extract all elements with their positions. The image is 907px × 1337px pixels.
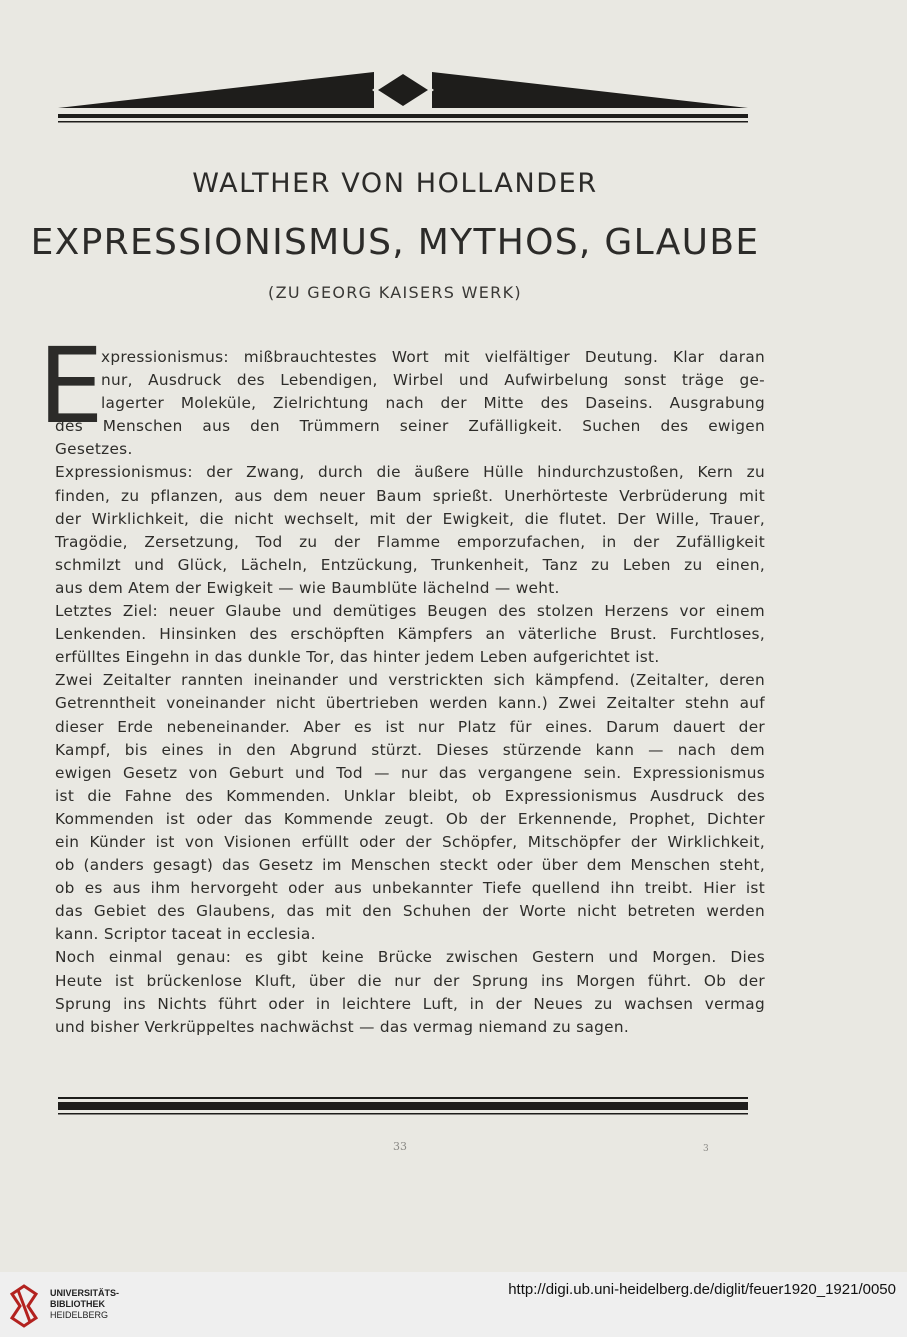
- text-line: Sprung ins Nichts führt oder in leichtere Luft, in der Neues zu wachsen vermag: [55, 994, 765, 1013]
- footer-rule: [58, 1095, 748, 1117]
- source-url-link[interactable]: http://digi.ub.uni-heidelberg.de/diglit/feuer1920_1921/0050: [508, 1281, 896, 1298]
- text-line: Kampf, bis eines in den Abgrund stürzt. Dieses stürzende kann — nach dem: [55, 740, 765, 759]
- text-line: finden, zu pflanzen, aus dem neuer Baum sprießt. Unerhörteste Verbrüderung mit: [55, 486, 765, 505]
- text-line: Heute ist brückenlose Kluft, über die nur der Sprung ins Morgen führt. Ob der: [55, 971, 765, 990]
- text-line: ewigen Gesetz von Geburt und Tod — nur das vergangene sein. Expressionismus: [55, 763, 765, 782]
- text-line: erfülltes Eingehn in das dunkle Tor, das hinter jedem Leben aufgerichtet ist.: [55, 648, 660, 667]
- text-line: kann. Scriptor taceat in ecclesia.: [55, 925, 316, 944]
- text-line: und bisher Verkrüppeltes nachwächst — das vermag niemand zu sagen.: [55, 1017, 629, 1036]
- text-line: Lenkenden. Hinsinken des erschöpften Kämpfers an väterliche Brust. Furchtloses,: [55, 625, 765, 644]
- text-line: ist die Fahne des Kommenden. Unklar bleibt, ob Expressionismus Ausdruck des: [55, 786, 765, 805]
- library-name-line: BIBLIOTHEK: [50, 1299, 105, 1309]
- library-name-line: UNIVERSITÄTS-: [50, 1288, 120, 1298]
- library-logo-icon: [8, 1284, 40, 1328]
- text-line: Tragödie, Zersetzung, Tod zu der Flamme emporzufachen, in der Zufälligkeit: [55, 532, 765, 551]
- page-number: 33: [393, 1140, 407, 1153]
- text-line: xpressionismus: mißbrauchtestes Wort mit vielfältiger Deutung. Klar daran: [101, 348, 765, 366]
- article-body: [55, 346, 765, 1039]
- article-subtitle: (ZU GEORG KAISERS WERK): [268, 283, 522, 302]
- text-line: nur, Ausdruck des Lebendigen, Wirbel und Aufwirbelung sonst träge ge-: [101, 371, 765, 390]
- library-name-line: HEIDELBERG: [50, 1310, 109, 1320]
- text-line: ein Künder ist von Visionen erfüllt oder der Schöpfer, Mitschöpfer der Wirklichkeit,: [55, 832, 765, 851]
- text-line: ob es aus ihm hervorgeht oder aus unbekannter Tiefe quellend ihn treibt. Hier ist: [55, 879, 765, 898]
- library-footer: [0, 1272, 907, 1337]
- text-line: des Menschen aus den Trümmern seiner Zufälligkeit. Suchen des ewigen: [55, 417, 765, 436]
- text-line: ob (anders gesagt) das Gesetz im Menschen steckt oder über dem Menschen steht,: [55, 856, 765, 875]
- text-line: Gesetzes.: [55, 440, 133, 459]
- header-ornament: [58, 64, 748, 128]
- text-line: lagerter Moleküle, Zielrichtung nach der Mitte des Daseins. Ausgrabung: [101, 394, 765, 413]
- text-line: Kommenden ist oder das Kommende zeugt. Ob der Erkennende, Prophet, Dichter: [55, 809, 765, 828]
- text-line: Getrenntheit voneinander nicht übertrieben werden kann.) Zwei Zeitalter stehn auf: [55, 694, 765, 713]
- library-name: [50, 1288, 119, 1321]
- printer-signature: 3: [703, 1144, 709, 1154]
- text-line: Zwei Zeitalter rannten ineinander und verstrickten sich kämpfend. (Zeitalter, deren: [55, 671, 765, 690]
- text-line: aus dem Atem der Ewigkeit — wie Baumblüte lächelnd — weht.: [55, 578, 560, 597]
- drop-cap: E: [38, 325, 104, 447]
- text-line: der Wirklichkeit, die nicht wechselt, mit der Ewigkeit, die flutet. Der Wille, Trauer,: [55, 509, 765, 528]
- article-title: EXPRESSIONISMUS, MYTHOS, GLAUBE: [30, 222, 760, 263]
- text-line: Letztes Ziel: neuer Glaube und demütiges Beugen des stolzen Herzens vor einem: [55, 602, 765, 621]
- text-line: dieser Erde nebeneinander. Aber es ist nur Platz für eines. Darum dauert der: [55, 717, 765, 736]
- author-name: WALTHER VON HOLLANDER: [192, 168, 598, 199]
- text-line: Expressionismus: der Zwang, durch die äußere Hülle hindurchzustoßen, Kern zu: [55, 463, 765, 482]
- text-line: das Gebiet des Glaubens, das mit den Schuhen der Worte nicht betreten werden: [55, 902, 765, 921]
- text-line: schmilzt und Glück, Lächeln, Entzückung, Trunkenheit, Tanz zu Leben zu einen,: [55, 555, 765, 574]
- text-line: Noch einmal genau: es gibt keine Brücke zwischen Gestern und Morgen. Dies: [55, 948, 765, 967]
